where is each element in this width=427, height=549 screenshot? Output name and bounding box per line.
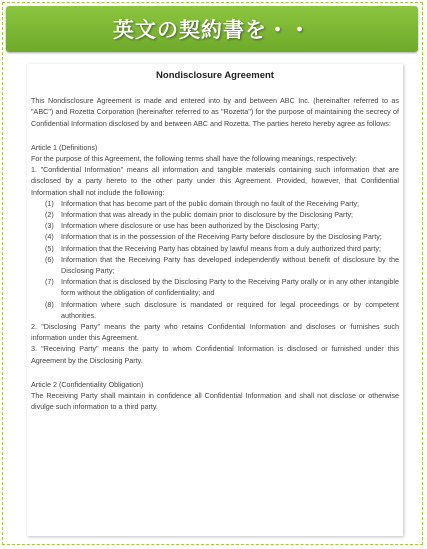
exclusion-number: (7) [45, 277, 54, 287]
exclusion-item [31, 231, 399, 242]
exclusion-text: Information that is in the possession of the Receiving Party before disclosure by the Disclosing Party; [61, 232, 382, 242]
exclusion-text: Information where disclosure or use has been authorized by the Disclosing Party; [61, 221, 320, 231]
definition-3: 3. "Receiving Party" means the party to whom Confidential Information is disclosed or furnished under this Agreement by the Disclosing Party. [31, 344, 399, 365]
exclusion-item [31, 299, 399, 321]
exclusion-item [31, 243, 399, 254]
article-2-body: The Receiving Party shall maintain in confidence all Confidential Information and shall not disclose or otherwise divulge such information to a third party. [31, 391, 399, 412]
header-banner [6, 6, 418, 52]
exclusion-item [31, 276, 399, 298]
exclusion-text: Information that has become part of the public domain through no fault of the Receiving Party; [61, 198, 360, 208]
article-2-heading: Article 2 (Confidentiality Obligation) [31, 379, 144, 389]
exclusion-item [31, 220, 399, 231]
definition-2: 2. "Disclosing Party" means the party who retains Confidential Information and discloses or furnishes such information under this Agreement. [31, 322, 399, 343]
exclusion-number: (6) [45, 254, 54, 264]
exclusion-number: (8) [45, 299, 54, 309]
exclusion-number: (4) [45, 232, 54, 242]
exclusion-text: Information that the Receiving Party has obtained by lawful means from a duly authorized third party; [61, 243, 382, 253]
exclusion-number: (3) [45, 221, 54, 231]
article-1-heading: Article 1 (Definitions) [31, 142, 98, 152]
spacer [31, 129, 399, 138]
exclusion-number: (5) [45, 243, 54, 253]
exclusion-text: Information where such disclosure is mandated or required for legal proceedings or by competent authorities. [61, 299, 399, 320]
document-body [27, 64, 403, 412]
banner-title: 英文の契約書を・・ [113, 18, 311, 42]
definition-1: 1. "Confidential Information" means all information and tangible materials containing such information that are disclosed by a party hereto to the other party under this Agreement. Provided, however, that Confidential Information shall not include the following: [31, 165, 399, 197]
document-title: Nondisclosure Agreement [156, 70, 274, 81]
document-page [27, 64, 403, 536]
exclusion-item [31, 254, 399, 276]
article-1-lead: For the purpose of this Agreement, the following terms shall have the following meanings, respectively: [31, 154, 358, 164]
exclusion-text: Information that is disclosed by the Disclosing Party to the Receiving Party orally or in any other intangible form without the obligation of confidentiality; and [61, 277, 399, 298]
exclusion-item [31, 198, 399, 209]
exclusion-item [31, 209, 399, 220]
intro-paragraph: This Nondisclosure Agreement is made and entered into by and between ABC Inc. (hereinafter referred to as "ABC") and Rozetta Corporation (hereinafter referred to as "Rozetta") for the purpose of maintaining the secrecy of Confidential Information disclosed by and between ABC and Rozetta. The parties hereto hereby agree as follows: [31, 96, 399, 128]
exclusion-number: (2) [45, 210, 54, 220]
exclusion-text: Information that the Receiving Party has developed independently without benefit of disclosure by the Disclosing Party; [61, 254, 399, 276]
exclusion-number: (1) [45, 198, 54, 208]
exclusion-text: Information that was already in the public domain prior to disclosure by the Disclosing Party; [61, 210, 354, 220]
spacer [31, 366, 399, 375]
